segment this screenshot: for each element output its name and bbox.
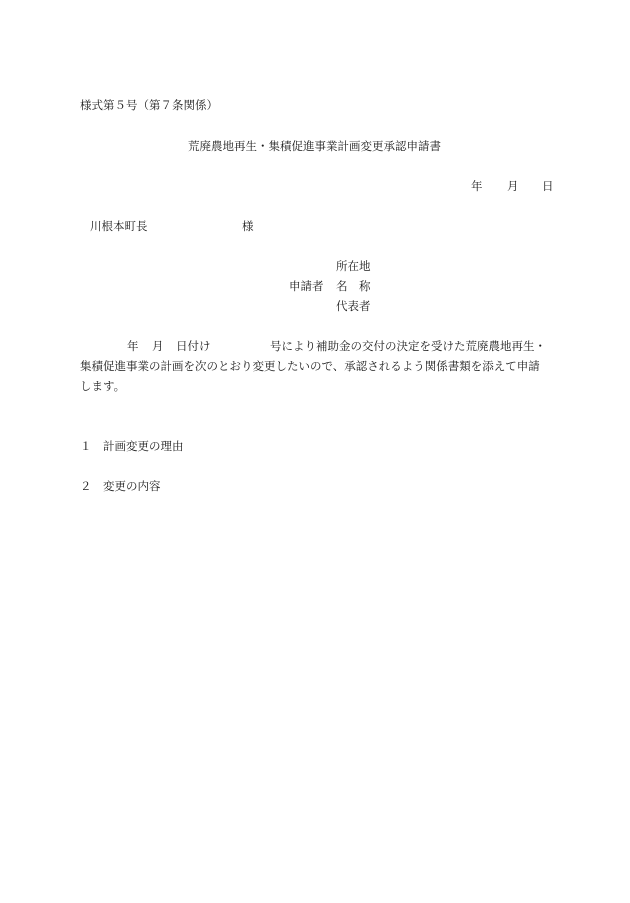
body-line3: します。 <box>80 379 126 393</box>
form-number: 様式第５号（第７条関係） <box>80 98 218 112</box>
item-number: ２ <box>80 479 92 493</box>
item-number: １ <box>80 439 92 453</box>
addressee-name: 川根本町長 <box>90 219 148 233</box>
applicant-address-label: 所在地 <box>336 259 371 273</box>
date-year-label: 年 <box>471 179 483 193</box>
item-label: 計画変更の理由 <box>103 439 184 453</box>
addressee-honorific: 様 <box>242 219 254 233</box>
applicant-name-label: 名 称 <box>336 279 371 293</box>
body-day: 日付け <box>176 339 211 353</box>
body-line1-rest: 号により補助金の交付の決定を受けた荒廃農地再生・ <box>270 339 546 353</box>
body-line2: 集積促進事業の計画を次のとおり変更したいので、承認されるよう関係書類を添えて申請 <box>80 359 540 373</box>
document-title: 荒廃農地再生・集積促進事業計画変更承認申請書 <box>188 139 441 153</box>
applicant-representative-label: 代表者 <box>336 299 371 313</box>
applicant-label: 申請者 <box>289 279 324 293</box>
body-month: 月 <box>152 339 164 353</box>
item-label: 変更の内容 <box>103 479 161 493</box>
date-day-label: 日 <box>542 179 554 193</box>
body-year: 年 <box>127 339 139 353</box>
date-month-label: 月 <box>507 179 519 193</box>
